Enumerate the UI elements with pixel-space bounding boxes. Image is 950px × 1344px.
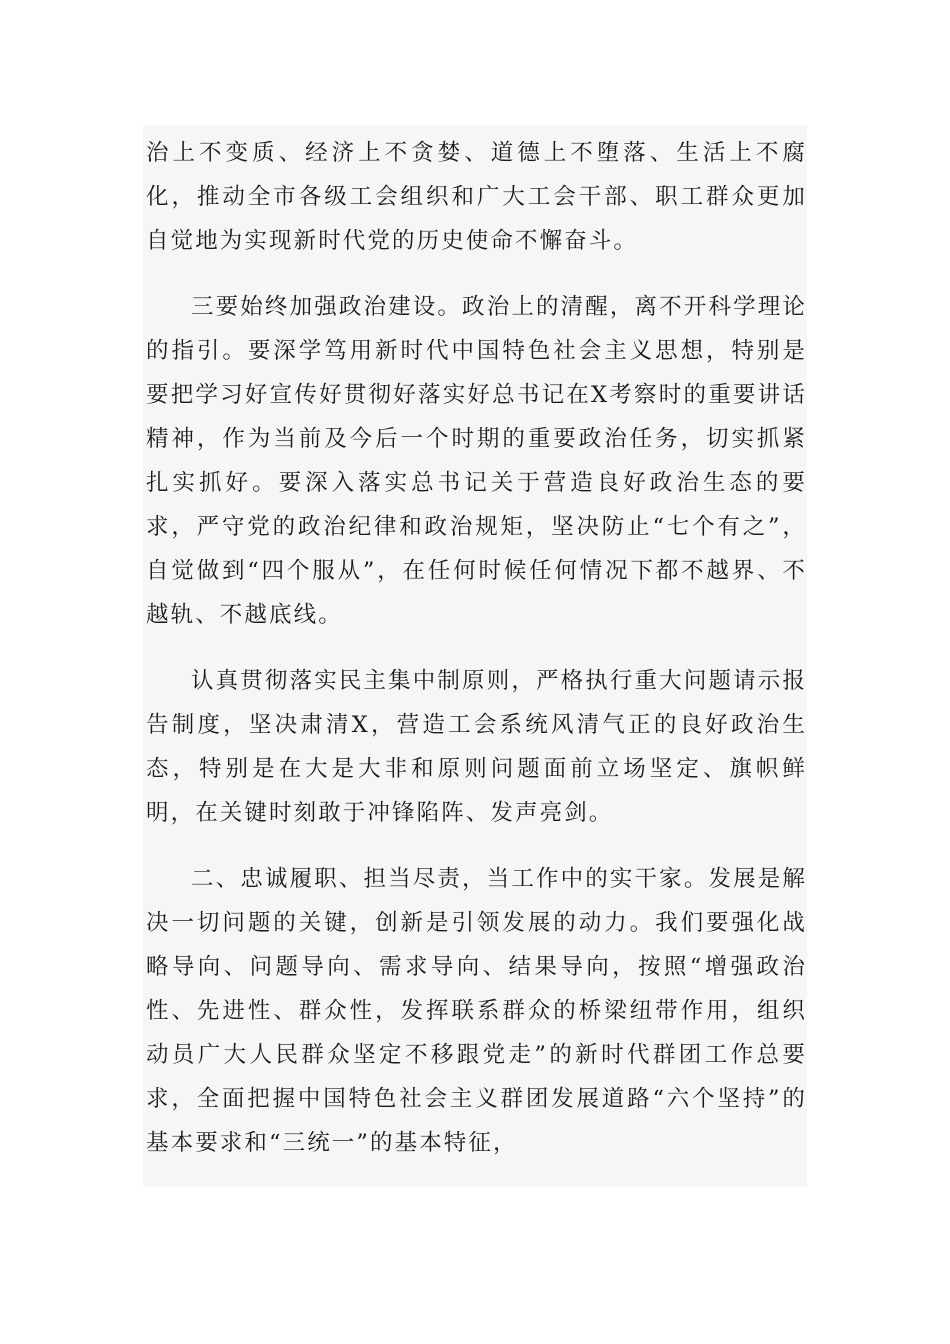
document-text-block [143, 125, 807, 1187]
paragraph-4: 二、忠诚履职、担当尽责，当工作中的实干家。发展是解决一切问题的关键，创新是引领发展的动力。我们要强化战略导向、问题导向、需求导向、结果导向，按照“增强政治性、先进性、群众性，发挥联系群众的桥梁纽带作用，组织动员广大人民群众坚定不移跟党走”的新时代群团工作总要求，全面把握中国特色社会主义群团发展道路“六个坚持”的基本要求和“三统一”的基本特征， [146, 866, 807, 1156]
paragraph-3: 认真贯彻落实民主集中制原则，严格执行重大问题请示报告制度，坚决肃清X，营造工会系统风清气正的良好政治生态，特别是在大是大非和原则问题面前立场坚定、旗帜鲜明，在关键时刻敢于冲锋陷阵、发声亮剑。 [146, 668, 807, 826]
paragraph-1: 治上不变质、经济上不贪婪、道德上不堕落、生活上不腐化，推动全市各级工会组织和广大工会干部、职工群众更加自觉地为实现新时代党的历史使命不懈奋斗。 [146, 140, 807, 254]
paragraph-2: 三要始终加强政治建设。政治上的清醒，离不开科学理论的指引。要深学笃用新时代中国特色社会主义思想，特别是要把学习好宣传好贯彻好落实好总书记在X考察时的重要讲话精神，作为当前及今后一个时期的重要政治任务，切实抓紧扎实抓好。要深入落实总书记关于营造良好政治生态的要求，严守党的政治纪律和政治规矩，坚决防止“七个有之”，自觉做到“四个服从”，在任何时候任何情况下都不越界、不越轨、不越底线。 [146, 294, 807, 628]
